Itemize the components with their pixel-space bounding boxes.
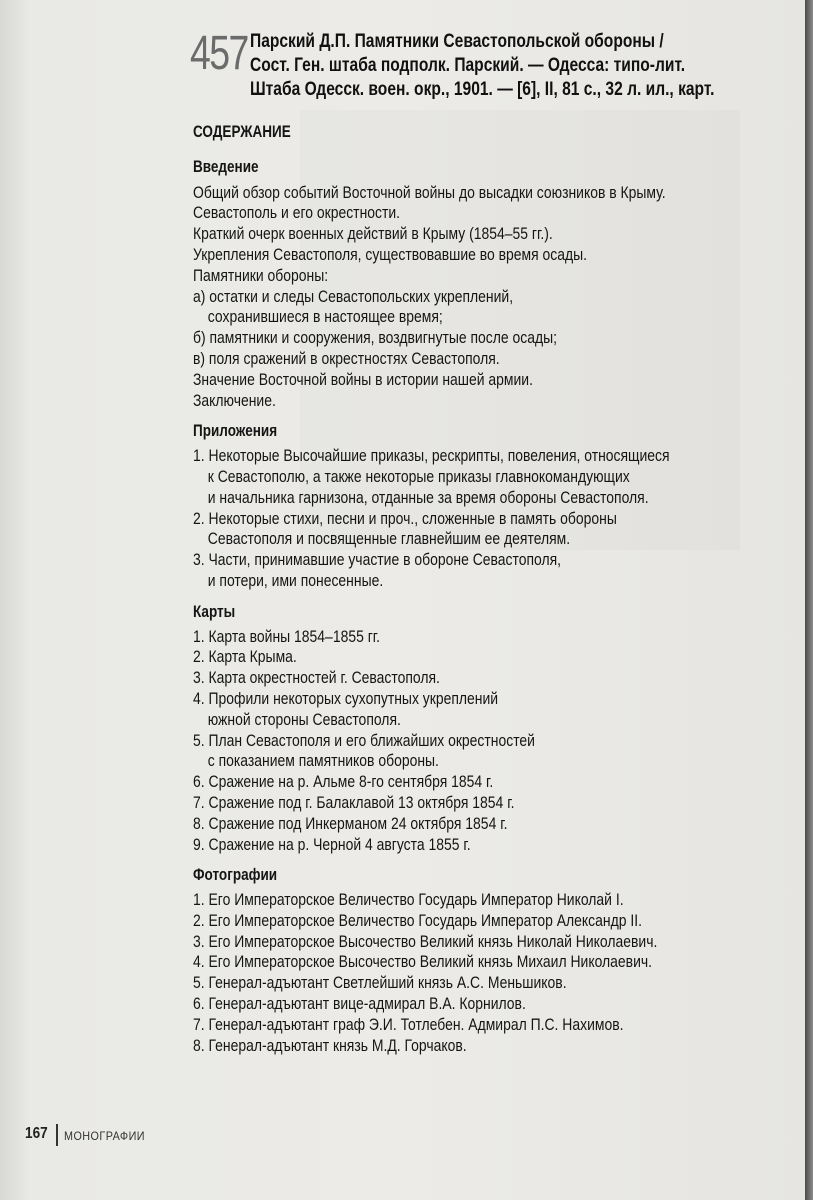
title-line: Штаба Одесск. воен. окр., 1901. — [6], II, 81 с., 32 л. ил., карт. — [250, 79, 715, 100]
list-item: и начальника гарнизона, отданные за время обороны Севастополя. — [207, 487, 649, 507]
intro-heading: Введение — [193, 157, 259, 176]
list-item: Значение Восточной войны в истории нашей армии. — [193, 369, 533, 389]
list-item: 6. Сражение на р. Альме 8-го сентября 1854 г. — [193, 772, 494, 792]
running-footer: МОНОГРАФИИ — [64, 1129, 146, 1143]
title-line: Сост. Ген. штаба подполк. Парский. — Одесса: типо-лит. — [250, 55, 686, 76]
list-item: Севастополя и посвященные главнейшим ее деятелям. — [207, 529, 571, 549]
list-item: южной стороны Севастополя. — [207, 709, 401, 729]
page-number: 167 — [25, 1125, 48, 1142]
maps-section — [193, 627, 701, 856]
page-edge-shadow — [805, 0, 813, 1200]
list-item: 7. Генерал-адъютант граф Э.И. Тотлебен. Адмирал П.С. Нахимов. — [193, 1014, 624, 1034]
list-item: 9. Сражение на р. Черной 4 августа 1855 г. — [193, 834, 471, 854]
list-item: Укрепления Севастополя, существовавшие во время осады. — [193, 244, 588, 264]
list-item: сохранившиеся в настоящее время; — [207, 307, 443, 327]
list-item: 6. Генерал-адъютант вице-адмирал В.А. Корнилов. — [193, 994, 526, 1014]
list-item: Заключение. — [193, 390, 276, 410]
list-item: 2. Некоторые стихи, песни и проч., сложенные в память обороны — [193, 508, 617, 528]
entry-number: 457 — [190, 27, 248, 80]
list-item: 4. Профили некоторых сухопутных укреплений — [193, 688, 499, 708]
photos-heading: Фотографии — [193, 866, 278, 885]
list-item: 3. Карта окрестностей г. Севастополя. — [193, 668, 440, 688]
list-item: Севастополь и его окрестности. — [193, 203, 401, 223]
list-item: 2. Его Императорское Величество Государь Император Александр II. — [193, 910, 642, 930]
list-item: 7. Сражение под г. Балаклавой 13 октября 1854 г. — [193, 792, 515, 812]
list-item: а) остатки и следы Севастопольских укреплений, — [193, 286, 514, 306]
list-item: 8. Генерал-адъютант князь М.Д. Горчаков. — [193, 1035, 467, 1055]
footer-divider — [56, 1124, 58, 1146]
list-item: 3. Части, принимавшие участие в обороне Севастополя, — [193, 550, 562, 570]
list-item: в) поля сражений в окрестностях Севастополя. — [193, 348, 500, 368]
intro-section — [193, 183, 701, 412]
list-item: 1. Карта войны 1854–1855 гг. — [193, 626, 381, 646]
list-item: 4. Его Императорское Высочество Великий князь Михаил Николаевич. — [193, 952, 652, 972]
appendices-section — [193, 446, 701, 592]
list-item: Памятники обороны: — [193, 265, 329, 285]
list-item: к Севастополю, а также некоторые приказы главнокомандующих — [207, 466, 630, 486]
list-item: Общий обзор событий Восточной войны до высадки союзников в Крыму. — [193, 182, 666, 202]
photos-section — [193, 890, 701, 1056]
list-item: 5. Генерал-адъютант Светлейший князь А.С. Меньшиков. — [193, 973, 567, 993]
appendices-heading: Приложения — [193, 422, 278, 441]
list-item: 5. План Севастополя и его ближайших окрестностей — [193, 730, 535, 750]
list-item: 3. Его Императорское Высочество Великий князь Николай Николаевич. — [193, 931, 658, 951]
list-item: 8. Сражение под Инкерманом 24 октября 1854 г. — [193, 813, 508, 833]
list-item: 2. Карта Крыма. — [193, 647, 297, 667]
title-line: Парский Д.П. Памятники Севастопольской обороны / — [250, 31, 664, 52]
list-item: Краткий очерк военных действий в Крыму (1854–55 гг.). — [193, 224, 553, 244]
entry-title — [250, 30, 715, 102]
list-item: с показанием памятников обороны. — [207, 751, 439, 771]
list-item: 1. Некоторые Высочайшие приказы, рескрипты, повеления, относящиеся — [193, 446, 670, 466]
list-item: и потери, ими понесенные. — [207, 570, 384, 590]
contents-heading: СОДЕРЖАНИЕ — [193, 123, 291, 141]
list-item: 1. Его Императорское Величество Государь Император Николай I. — [193, 890, 624, 910]
list-item: б) памятники и сооружения, воздвигнутые после осады; — [193, 328, 558, 348]
maps-heading: Карты — [193, 602, 236, 621]
contents-list — [193, 122, 701, 1056]
